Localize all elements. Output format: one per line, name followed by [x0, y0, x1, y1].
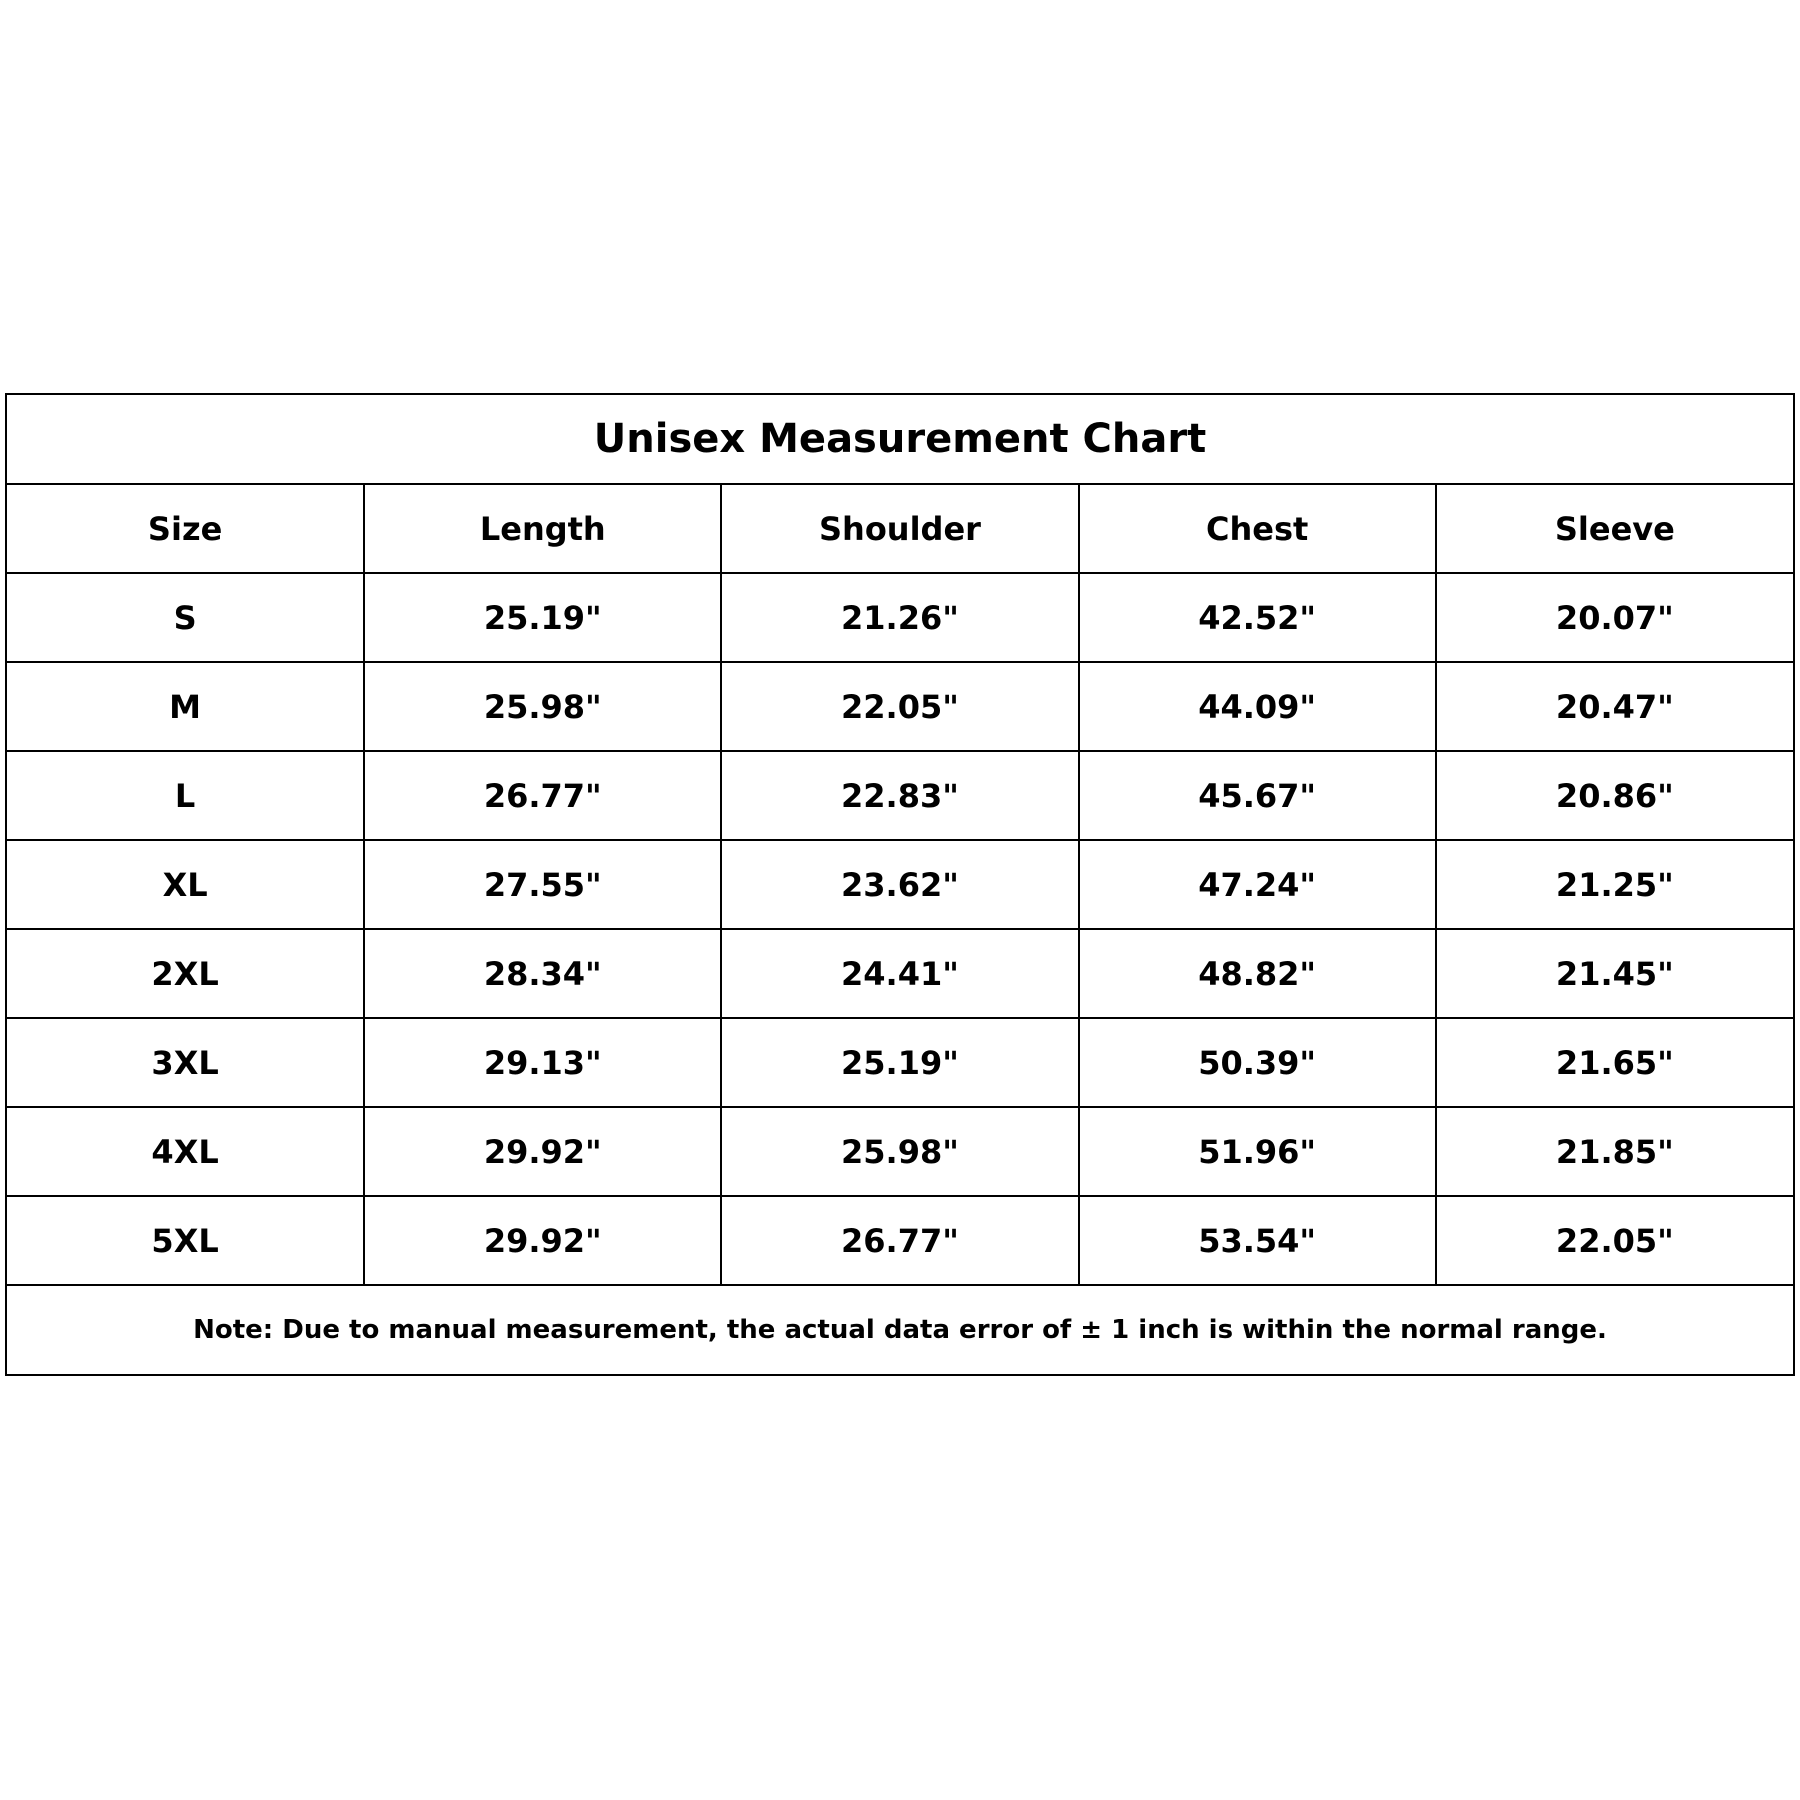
- table-row: [7, 1196, 1793, 1285]
- header-shoulder: Shoulder: [721, 484, 1078, 573]
- title-row: [7, 395, 1793, 484]
- sleeve-cell: 21.85": [1436, 1107, 1793, 1196]
- length-cell: 26.77": [364, 751, 721, 840]
- size-cell: L: [7, 751, 364, 840]
- table-row: [7, 751, 1793, 840]
- size-cell: XL: [7, 840, 364, 929]
- chest-cell: 42.52": [1079, 573, 1436, 662]
- length-cell: 25.98": [364, 662, 721, 751]
- size-cell: M: [7, 662, 364, 751]
- chart-title: Unisex Measurement Chart: [7, 395, 1793, 484]
- sleeve-cell: 20.86": [1436, 751, 1793, 840]
- chest-cell: 50.39": [1079, 1018, 1436, 1107]
- chest-cell: 53.54": [1079, 1196, 1436, 1285]
- sleeve-cell: 21.65": [1436, 1018, 1793, 1107]
- table-row: [7, 929, 1793, 1018]
- table-row: [7, 840, 1793, 929]
- sleeve-cell: 21.25": [1436, 840, 1793, 929]
- table-row: [7, 573, 1793, 662]
- length-cell: 25.19": [364, 573, 721, 662]
- shoulder-cell: 24.41": [721, 929, 1078, 1018]
- table-row: [7, 662, 1793, 751]
- shoulder-cell: 23.62": [721, 840, 1078, 929]
- shoulder-cell: 25.98": [721, 1107, 1078, 1196]
- chest-cell: 48.82": [1079, 929, 1436, 1018]
- sleeve-cell: 21.45": [1436, 929, 1793, 1018]
- note-row: [7, 1285, 1793, 1374]
- sleeve-cell: 20.47": [1436, 662, 1793, 751]
- header-chest: Chest: [1079, 484, 1436, 573]
- chest-cell: 45.67": [1079, 751, 1436, 840]
- length-cell: 29.92": [364, 1196, 721, 1285]
- measurement-table: [7, 395, 1793, 1374]
- table-row: [7, 1018, 1793, 1107]
- size-cell: 3XL: [7, 1018, 364, 1107]
- shoulder-cell: 22.83": [721, 751, 1078, 840]
- length-cell: 28.34": [364, 929, 721, 1018]
- header-sleeve: Sleeve: [1436, 484, 1793, 573]
- shoulder-cell: 22.05": [721, 662, 1078, 751]
- length-cell: 29.13": [364, 1018, 721, 1107]
- chest-cell: 44.09": [1079, 662, 1436, 751]
- size-cell: 2XL: [7, 929, 364, 1018]
- chest-cell: 51.96": [1079, 1107, 1436, 1196]
- table-row: [7, 1107, 1793, 1196]
- measurement-chart: [5, 393, 1795, 1376]
- shoulder-cell: 25.19": [721, 1018, 1078, 1107]
- header-size: Size: [7, 484, 364, 573]
- length-cell: 27.55": [364, 840, 721, 929]
- shoulder-cell: 26.77": [721, 1196, 1078, 1285]
- size-cell: 5XL: [7, 1196, 364, 1285]
- chest-cell: 47.24": [1079, 840, 1436, 929]
- size-cell: 4XL: [7, 1107, 364, 1196]
- measurement-note: Note: Due to manual measurement, the actual data error of ± 1 inch is within the normal range.: [7, 1285, 1793, 1374]
- size-cell: S: [7, 573, 364, 662]
- length-cell: 29.92": [364, 1107, 721, 1196]
- header-row: [7, 484, 1793, 573]
- header-length: Length: [364, 484, 721, 573]
- sleeve-cell: 22.05": [1436, 1196, 1793, 1285]
- shoulder-cell: 21.26": [721, 573, 1078, 662]
- sleeve-cell: 20.07": [1436, 573, 1793, 662]
